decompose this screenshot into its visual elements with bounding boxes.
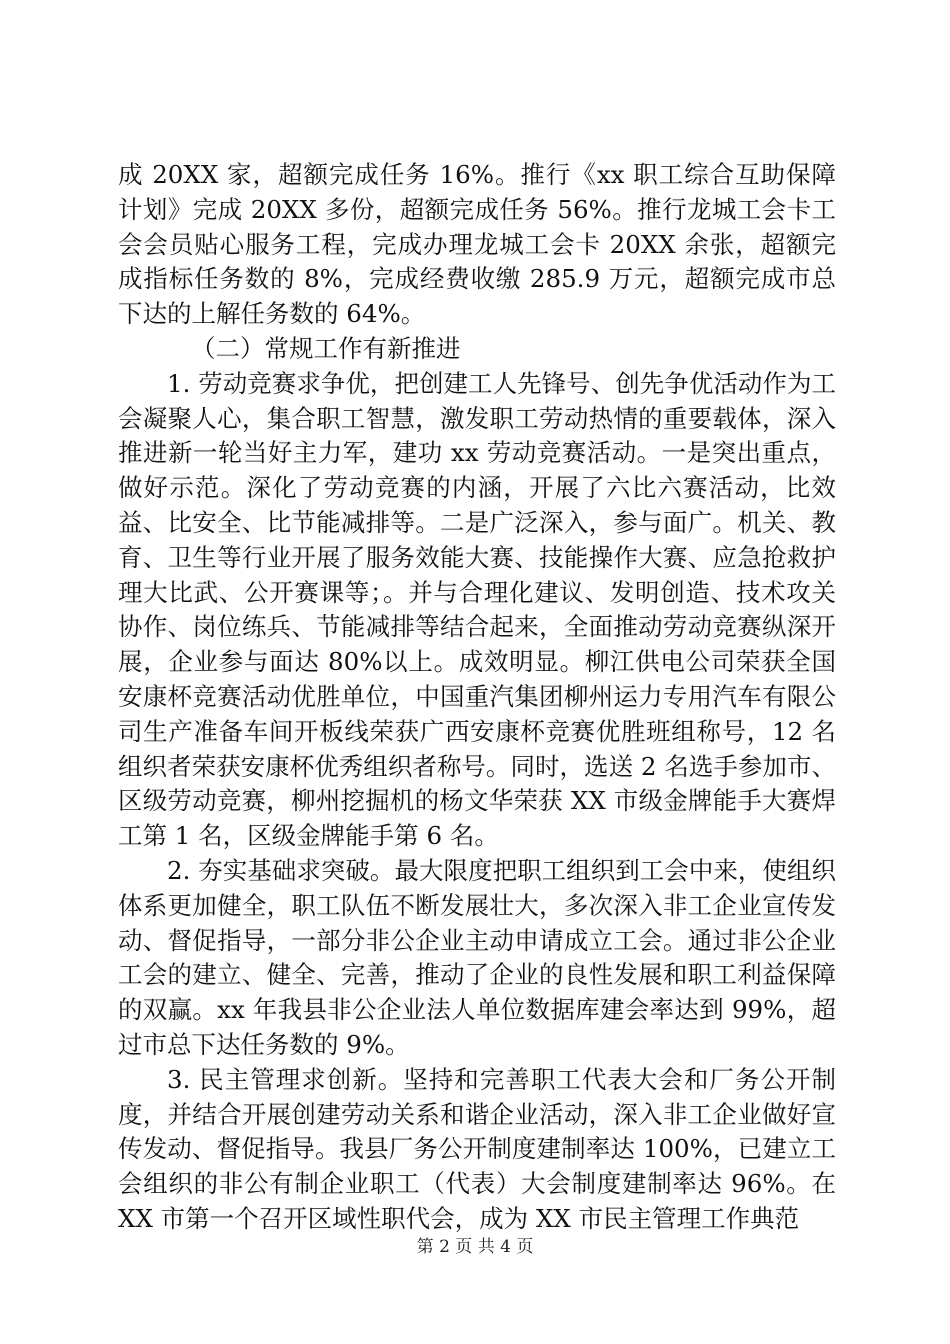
paragraph-democratic-management: 3. 民主管理求创新。坚持和完善职工代表大会和厂务公开制度，并结合开展创建劳动关系和谐企业活动，深入非工企业做好宣传发动、督促指导。我县厂务公开制度建制率达 100%，已建立工会组织的非公有制企业职工（代表）大会制度建制率达 96%。在 XX 市第一个召开区域性职代会，成为 XX 市民主管理工作典范 xyxy=(118,1064,836,1233)
document-body xyxy=(118,158,836,1237)
paragraph-foundation: 2. 夯实基础求突破。最大限度把职工组织到工会中来，使组织体系更加健全，职工队伍不断发展壮大，多次深入非工企业宣传发动、督促指导，一部分非公企业主动申请成立工会。通过非公企业工会的建立、健全、完善，推动了企业的良性发展和职工利益保障的双赢。xx 年我县非公企业法人单位数据库建会率达到 99%，超过市总下达任务数的 9%。 xyxy=(118,855,836,1059)
paragraph-labor-competition: 1. 劳动竞赛求争优，把创建工人先锋号、创先争优活动作为工会凝聚人心，集合职工智慧，激发职工劳动热情的重要载体，深入推进新一轮当好主力军，建功 xx 劳动竞赛活动。一是突出重点，做好示范。深化了劳动竞赛的内涵，开展了六比六赛活动，比效益、比安全、比节能减排等。二是广泛深入，参与面广。机关、教育、卫生等行业开展了服务效能大赛、技能操作大赛、应急抢救护理大比武、公开赛课等；。并与合理化建议、发明创造、技术攻关协作、岗位练兵、节能减排等结合起来，全面推动劳动竞赛纵深开展，企业参与面达 80%以上。成效明显。柳江供电公司荣获全国安康杯竞赛活动优胜单位，中国重汽集团柳州运力专用汽车有限公司生产准备车间开板线荣获广西安康杯竞赛优胜班组称号，12 名组织者荣获安康杯优秀组织者称号。同时，选送 2 名选手参加市、区级劳动竞赛，柳州挖掘机的杨文华荣获 XX 市级金牌能手大赛焊工第 1 名，区级金牌能手第 6 名。 xyxy=(118,368,836,851)
section-heading: （二）常规工作有新推进 xyxy=(191,333,461,363)
page-number-footer: 第 2 页 共 4 页 xyxy=(416,1237,534,1257)
paragraph-continued: 成 20XX 家，超额完成任务 16%。推行《xx 职工综合互助保障计划》完成 20XX 多份，超额完成任务 56%。推行龙城工会卡工会会员贴心服务工程，完成办理龙城工会卡 20XX 余张，超额完成指标任务数的 8%，完成经费收缴 285.9 万元，超额完成市总下达的上解任务数的 64%。 xyxy=(118,160,836,329)
